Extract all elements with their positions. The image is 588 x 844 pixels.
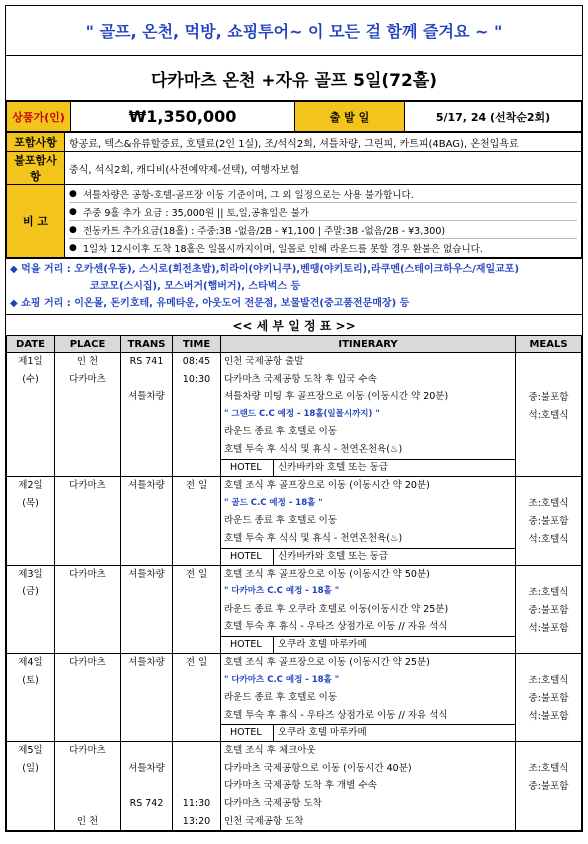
meal-line: 조:호텔식 bbox=[528, 763, 569, 775]
meals-cell bbox=[516, 742, 582, 831]
itinerary-line: 호텔 투숙 후 식식 및 휴식 - 천연온천욕(♨) bbox=[224, 443, 403, 455]
place-line bbox=[55, 795, 120, 813]
itinerary-cell bbox=[221, 477, 516, 565]
tour-document bbox=[5, 5, 583, 832]
date-cell bbox=[7, 653, 55, 741]
trans-line: 셔틀차량 bbox=[128, 656, 165, 668]
meal-line: 석:호텔식 bbox=[528, 410, 569, 421]
golf-course-line: " 다카마츠 C.C 예정 - 18홀 " bbox=[224, 586, 340, 597]
schedule-row bbox=[7, 653, 582, 741]
itinerary-line: 호텔 투숙 후 휴식 - 우타즈 상점가로 이동 // 자유 석식 bbox=[224, 621, 448, 633]
hotel-name: 신카바카와 호텔 또는 동급 bbox=[278, 461, 389, 473]
shopping-line: ◆ 쇼핑 거리 : 이온몰, 돈키호테, 유메타운, 아웃도어 전문점, 보물발견(중고품전문매장) 등 bbox=[10, 298, 410, 309]
meal-line bbox=[516, 371, 581, 389]
hotel-row bbox=[221, 548, 515, 565]
itinerary-line: 라운드 종료 후 호텔로 이동 bbox=[224, 692, 338, 704]
schedule-row bbox=[7, 565, 582, 653]
place-line: 다카마츠 bbox=[69, 373, 106, 385]
day-weekday: (목) bbox=[22, 497, 39, 509]
meal-line bbox=[516, 742, 581, 760]
header-trans: TRANS bbox=[121, 336, 173, 353]
time-line: 13:20 bbox=[182, 815, 211, 827]
meal-line bbox=[516, 566, 581, 584]
bullet-icon: ● bbox=[69, 206, 77, 217]
header-place: PLACE bbox=[55, 336, 121, 353]
page-title: 다카마츠 온천 +자유 골프 5일(72홀) bbox=[6, 56, 582, 101]
info-table bbox=[6, 132, 582, 258]
golf-course-line: " 다카마츠 C.C 예정 - 18홀 " bbox=[224, 674, 340, 685]
itinerary-line: 호텔 투숙 후 식식 및 휴식 - 천연온천욕(♨) bbox=[224, 532, 403, 544]
notes-label: 비 고 bbox=[7, 185, 65, 258]
itinerary-line: 다카마츠 국제공항 도착 bbox=[224, 798, 322, 810]
date-cell bbox=[7, 742, 55, 831]
day-number: 제2일 bbox=[18, 480, 43, 492]
place-line bbox=[55, 459, 120, 477]
time-line: 전 일 bbox=[185, 656, 208, 668]
schedule-row bbox=[7, 477, 582, 565]
golf-course-line: " 그랜드 C.C 예정 - 18홀(일몰시까지) " bbox=[224, 408, 380, 419]
trans-cell bbox=[121, 742, 173, 831]
hotel-label: HOTEL bbox=[224, 460, 274, 476]
meal-line: 석:불포함 bbox=[528, 710, 569, 722]
bullet-icon: ● bbox=[69, 188, 77, 199]
time-line: 08:45 bbox=[182, 356, 211, 367]
header-itinerary: ITINERARY bbox=[221, 336, 516, 353]
day-weekday: (금) bbox=[22, 586, 39, 598]
itinerary-cell bbox=[221, 742, 516, 831]
trans-line: 셔틀차량 bbox=[128, 568, 165, 580]
time-line bbox=[173, 760, 220, 778]
itinerary-line: 호텔 조식 후 골프장으로 이동 (이동시간 약 50분) bbox=[224, 568, 430, 580]
place-line: 다카마츠 bbox=[69, 568, 106, 580]
day-number: 제5일 bbox=[18, 745, 43, 757]
itinerary-line: 호텔 투숙 후 휴식 - 우타즈 상점가로 이동 // 자유 석식 bbox=[224, 709, 448, 721]
itinerary-line: 라운드 종료 후 오쿠라 호텔로 이동(이동시간 약 25분) bbox=[224, 603, 449, 615]
trans-line: 셔틀차량 bbox=[128, 391, 165, 403]
price-label: 상품가(인) bbox=[7, 102, 71, 132]
trans-cell bbox=[121, 653, 173, 741]
time-cell bbox=[173, 742, 221, 831]
date-cell bbox=[7, 565, 55, 653]
meal-line bbox=[516, 654, 581, 672]
time-line bbox=[173, 441, 220, 459]
meal-line: 조:호텔식 bbox=[528, 498, 569, 510]
trans-line bbox=[121, 423, 172, 441]
itinerary-line: 호텔 조식 후 체크아웃 bbox=[224, 745, 316, 757]
place-line: 다카마츠 bbox=[69, 745, 106, 757]
time-line bbox=[173, 388, 220, 406]
day-number: 제3일 bbox=[18, 568, 43, 580]
food-line-1: ◆ 먹을 거리 : 오카센(우동), 스시로(회전초밥),히라이(야키니쿠),벤땡(야키토리),라쿠멘(스테이크하우스/재일교포) bbox=[10, 264, 520, 275]
bullet-icon: ● bbox=[69, 224, 77, 235]
meal-line: 중:불포함 bbox=[528, 692, 569, 704]
trans-cell bbox=[121, 477, 173, 565]
schedule-row bbox=[7, 742, 582, 831]
itinerary-line: 다카마츠 국제공항 도착 후 입국 수속 bbox=[224, 373, 377, 385]
place-line bbox=[55, 441, 120, 459]
date-cell bbox=[7, 353, 55, 477]
header-date: DATE bbox=[7, 336, 55, 353]
meals-cell bbox=[516, 477, 582, 565]
hotel-name: 신카바카와 호텔 또는 동급 bbox=[278, 550, 389, 562]
excluded-value: 중식, 석식2회, 캐디비(사전예약제-선택), 여행자보험 bbox=[65, 152, 582, 185]
included-value: 항공료, 텍스&유류할증료, 호텔료(2인 1실), 조/석식2회, 셔틀차량, 그린피, 카트피(4BAG), 온천입욕료 bbox=[65, 133, 582, 152]
note-item: ● 셔틀차량은 공항-호텔-골프장 이동 기준이며, 그 외 일정으로는 사용 불가합니다. bbox=[69, 185, 577, 203]
meals-cell bbox=[516, 565, 582, 653]
place-cell bbox=[55, 353, 121, 477]
trans-cell bbox=[121, 565, 173, 653]
itinerary-line: 다카마츠 국제공항 도착 후 개별 수속 bbox=[224, 780, 377, 792]
note-item: ● 전동카트 추가요금(18홀) : 주중:3B -없음/2B - ¥1,100 | 주말:3B -없음/2B - ¥3,300) bbox=[69, 221, 577, 239]
meals-cell bbox=[516, 653, 582, 741]
trans-line bbox=[121, 459, 172, 477]
time-cell bbox=[173, 565, 221, 653]
day-number: 제1일 bbox=[18, 356, 43, 367]
time-line bbox=[173, 459, 220, 477]
time-line: 전 일 bbox=[185, 480, 208, 492]
trans-line: RS 741 bbox=[129, 356, 164, 367]
hotel-label: HOTEL bbox=[224, 637, 274, 653]
note-item: ● 1일차 12시이후 도착 18홀은 일몰시까지이며, 일몰로 인해 라운드를 못할 경우 환불은 없습니다. bbox=[69, 243, 483, 255]
notes-list bbox=[69, 185, 577, 257]
meal-line: 중:불포함 bbox=[528, 392, 569, 403]
trans-line bbox=[121, 742, 172, 760]
place-cell bbox=[55, 477, 121, 565]
day-number: 제4일 bbox=[18, 656, 43, 668]
meal-line bbox=[516, 353, 581, 371]
trans-line bbox=[121, 441, 172, 459]
date-cell bbox=[7, 477, 55, 565]
departure-label: 출 발 일 bbox=[295, 102, 405, 132]
schedule-row bbox=[7, 353, 582, 477]
itinerary-line: 호텔 조식 후 골프장으로 이동 (이동시간 약 20분) bbox=[224, 480, 430, 492]
departure-value: 5/17, 24 (선착순2회) bbox=[405, 102, 582, 132]
time-line bbox=[173, 406, 220, 424]
place-line bbox=[55, 406, 120, 424]
place-line bbox=[55, 423, 120, 441]
price-bar bbox=[6, 101, 582, 132]
place-line: 다카마츠 bbox=[69, 656, 106, 668]
place-line: 인 천 bbox=[76, 815, 99, 827]
time-line: 11:30 bbox=[182, 798, 211, 810]
schedule-table bbox=[6, 335, 582, 831]
trans-line bbox=[121, 371, 172, 389]
trans-cell bbox=[121, 353, 173, 477]
hotel-row bbox=[221, 724, 515, 741]
excluded-label: 불포함사항 bbox=[7, 152, 65, 185]
meal-line: 중:불포함 bbox=[528, 604, 569, 616]
itinerary-line: 라운드 종료 후 호텔로 이동 bbox=[224, 515, 338, 527]
trans-line: RS 742 bbox=[129, 798, 164, 810]
time-line bbox=[173, 742, 220, 760]
food-line-2: 코코모(스시집), 모스버거(햄버거), 스타벅스 등 bbox=[90, 281, 301, 292]
hotel-name: 오쿠라 호텔 마루카메 bbox=[278, 638, 367, 650]
schedule-title: << 세 부 일 정 표 >> bbox=[6, 314, 582, 335]
banner: " 골프, 온천, 먹방, 쇼핑투어~ 이 모든 걸 함께 즐겨요 ~ " bbox=[6, 6, 582, 56]
day-weekday: (수) bbox=[22, 373, 39, 385]
time-line bbox=[173, 423, 220, 441]
meal-line: 중:불포함 bbox=[528, 516, 569, 528]
hotel-label: HOTEL bbox=[224, 549, 274, 565]
bullet-icon: ● bbox=[69, 243, 77, 253]
time-line: 10:30 bbox=[182, 373, 211, 385]
meals-cell bbox=[516, 353, 582, 477]
itinerary-line: 인천 국제공항 도착 bbox=[224, 815, 304, 827]
day-weekday: (토) bbox=[22, 674, 39, 686]
place-cell bbox=[55, 653, 121, 741]
place-cell bbox=[55, 565, 121, 653]
time-cell bbox=[173, 353, 221, 477]
meal-line: 조:호텔식 bbox=[528, 674, 569, 686]
trans-line: 셔틀차량 bbox=[128, 480, 165, 492]
itinerary-line: 다카마츠 국제공항으로 이동 (이동시간 40분) bbox=[224, 762, 412, 774]
time-cell bbox=[173, 653, 221, 741]
trans-line bbox=[121, 813, 172, 831]
time-cell bbox=[173, 477, 221, 565]
hotel-label: HOTEL bbox=[224, 725, 274, 741]
time-line bbox=[173, 777, 220, 795]
golf-course-line: " 골드 C.C 예정 - 18홀 " bbox=[224, 497, 323, 508]
itinerary-cell bbox=[221, 565, 516, 653]
trans-line bbox=[121, 406, 172, 424]
trans-line bbox=[121, 777, 172, 795]
time-line: 전 일 bbox=[185, 568, 208, 580]
place-line bbox=[55, 388, 120, 406]
meal-line: 석:호텔식 bbox=[528, 534, 569, 546]
meal-line: 중:불포함 bbox=[528, 781, 569, 793]
price-value: ₩1,350,000 bbox=[71, 102, 295, 132]
hotel-row bbox=[221, 636, 515, 653]
itinerary-cell bbox=[221, 653, 516, 741]
note-item: ● 주중 9홀 추가 요금 : 35,000원 || 토,일,공휴일은 불가 bbox=[69, 203, 577, 221]
place-line bbox=[55, 777, 120, 795]
meal-line: 조:호텔식 bbox=[528, 586, 569, 598]
itinerary-cell bbox=[221, 353, 516, 477]
header-meals: MEALS bbox=[516, 336, 582, 353]
extras-section bbox=[6, 258, 582, 314]
itinerary-line: 호텔 조식 후 골프장으로 이동 (이동시간 약 25분) bbox=[224, 656, 430, 668]
trans-line: 셔틀차량 bbox=[128, 762, 165, 774]
included-label: 포함사항 bbox=[7, 133, 65, 152]
itinerary-line: 라운드 종료 후 호텔로 이동 bbox=[224, 426, 338, 438]
day-weekday: (일) bbox=[22, 762, 39, 774]
hotel-row bbox=[221, 459, 515, 476]
place-cell bbox=[55, 742, 121, 831]
itinerary-line: 인천 국제공항 출발 bbox=[224, 356, 304, 367]
hotel-name: 오쿠라 호텔 마루카메 bbox=[278, 727, 367, 739]
place-line: 인 천 bbox=[76, 356, 99, 367]
header-time: TIME bbox=[173, 336, 221, 353]
meal-line bbox=[516, 477, 581, 495]
itinerary-line: 셔틀차량 미팅 후 골프장으로 이동 (이동시간 약 20분) bbox=[224, 391, 449, 403]
place-line bbox=[55, 760, 120, 778]
meal-line: 석:불포함 bbox=[528, 622, 569, 634]
place-line: 다카마츠 bbox=[69, 480, 106, 492]
